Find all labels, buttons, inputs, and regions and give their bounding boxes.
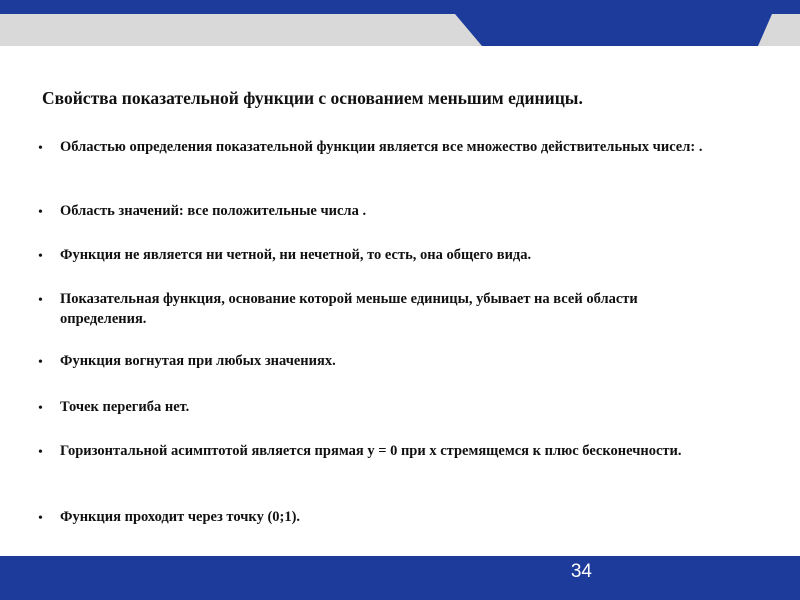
- bullet-marker: •: [38, 355, 43, 370]
- bottom-band: [0, 556, 800, 600]
- bullet-item: [38, 137, 738, 159]
- bullet-text: Область значений: все положительные числа .: [60, 203, 367, 219]
- top-band-white-notch: [470, 0, 770, 46]
- bullet-marker: •: [38, 205, 43, 220]
- bullet-item: [38, 397, 738, 419]
- bullet-text: Горизонтальной асимптотой является прямая y = 0 при x стремящемся к плюс бесконечности.: [60, 443, 682, 459]
- bullet-text: Функция проходит через точку (0;1).: [60, 509, 301, 525]
- bullet-text: Точек перегиба нет.: [60, 399, 190, 415]
- bullet-marker: •: [38, 401, 43, 416]
- top-band-white-gap: [0, 46, 800, 60]
- slide-title: Свойства показательной функции с основанием меньшим единицы.: [42, 88, 583, 108]
- bullet-item: [38, 507, 738, 529]
- bullet-item: [38, 201, 738, 223]
- top-band-gray-left: [0, 14, 482, 46]
- bullet-marker: •: [38, 293, 43, 308]
- bullet-text: Функция не является ни четной, ни нечетной, то есть, она общего вида.: [60, 247, 532, 263]
- page-number: 34: [570, 561, 592, 582]
- bullet-marker: •: [38, 445, 43, 460]
- bullet-item: [38, 289, 738, 329]
- bullet-text: Показательная функция, основание которой меньше единицы, убывает на всей области определения.: [60, 291, 638, 327]
- bullet-text: Областью определения показательной функции является все множество действительных чисел: .: [60, 139, 703, 155]
- bullet-marker: •: [38, 141, 43, 156]
- bullet-marker: •: [38, 511, 43, 526]
- top-decorative-band: [0, 0, 800, 60]
- bullet-text: Функция вогнутая при любых значениях.: [60, 353, 336, 369]
- bullet-marker: •: [38, 249, 43, 264]
- bullet-item: [38, 245, 738, 267]
- bullet-item: [38, 441, 738, 463]
- bullet-item: [38, 351, 738, 373]
